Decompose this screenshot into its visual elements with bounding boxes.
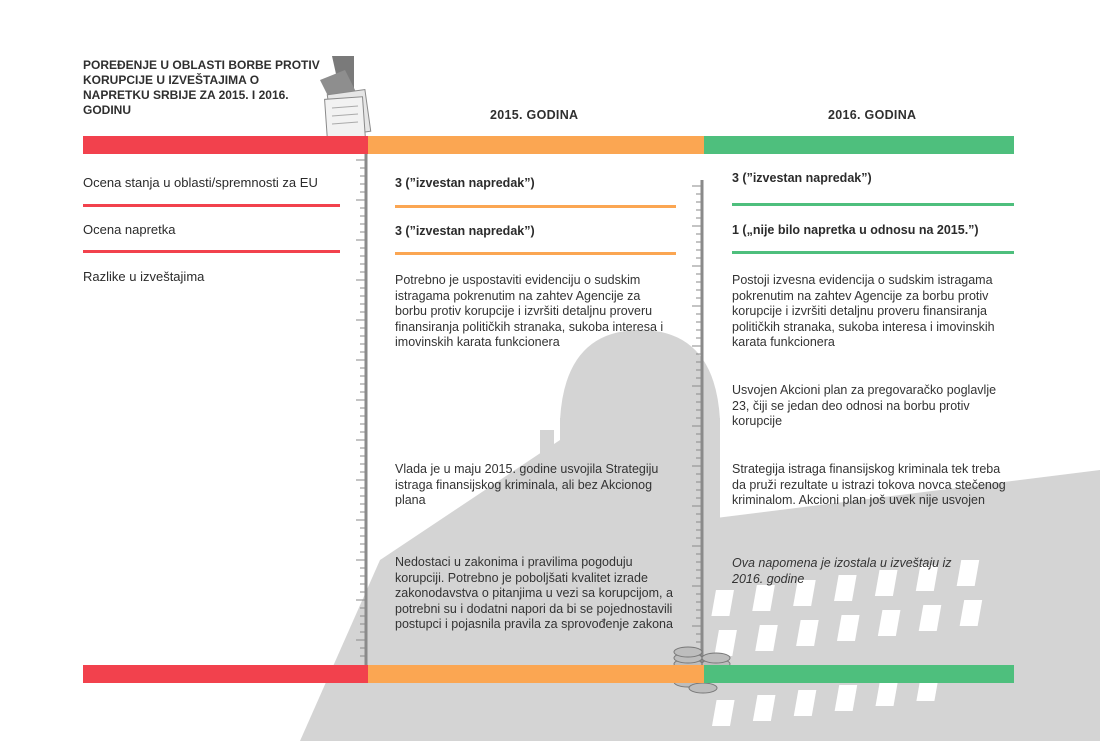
text-2016-difference-1: Postoji izvesna evidencija o sudskim istragama pokrenutim na zahtev Agencije za borbu protiv korupcije i izvršiti detaljnu proveru finansiranja političkih stranaka, sukoba interesa i imovinskih karata funkcionera: [732, 273, 995, 349]
ruler-left-ticks: [356, 160, 365, 656]
bottom-bar-red: [83, 665, 368, 683]
hand-documents-icon: [320, 56, 371, 141]
infographic-title: POREĐENJE U OBLASTI BORBE PROTIV KORUPCIJE U IZVEŠTAJIMA O NAPRETKU SRBIJE ZA 2015. I 2016. GODINU: [83, 58, 320, 117]
top-bar-red: [83, 136, 368, 154]
bottom-bar-green: [704, 665, 1014, 683]
text-2016-difference-3: Ova napomena je izostala u izveštaju iz 2016. godine: [732, 556, 952, 586]
row-separator-orange: [395, 205, 676, 208]
row-label-state: Ocena stanja u oblasti/spremnosti za EU: [83, 175, 318, 190]
top-bar-green: [704, 136, 1014, 154]
text-2015-difference-3: Nedostaci u zakonima i pravilima pogoduju korupciji. Potrebno je poboljšati kvalitet izrade zakonodavstva o pitanjima u vezi sa korupcijom, a potrebni su i dodatni napori da bi se pojednostavili postupci i pojasnila pravila za sprovođenje zakona: [395, 555, 673, 631]
row-separator-green: [732, 251, 1014, 254]
column-header-2016: 2016. GODINA: [828, 108, 917, 122]
bottom-bar-orange: [368, 665, 704, 683]
row-separator-orange: [395, 252, 676, 255]
row-separator-green: [732, 203, 1014, 206]
text-2015-difference-1: Potrebno je uspostaviti evidenciju o sudskim istragama pokrenutim na zahtev Agencije za borbu protiv korupcije i izvršiti detaljnu proveru finansiranja političkih stranaka, sukoba interesa i imovinskih karata funkcionera: [395, 273, 664, 349]
text-2015-difference-2: Vlada je u maju 2015. godine usvojila Strategiju istraga finansijskog kriminala, ali bez Akcionog plana: [395, 462, 659, 507]
value-2016-progress: 1 („nije bilo napretka u odnosu na 2015.”): [732, 223, 979, 237]
row-separator-red: [83, 250, 340, 253]
value-2015-state: 3 (”izvestan napredak”): [395, 176, 535, 190]
value-2015-progress: 3 (”izvestan napredak”): [395, 224, 535, 238]
value-2016-state: 3 (”izvestan napredak”): [732, 171, 872, 185]
text-2016-difference-2: Strategija istraga finansijskog kriminala tek treba da pruži rezultate u istrazi tokova novca stečenog kriminalom. Akcioni plan još uvek nije usvojen: [732, 462, 1006, 507]
row-label-differences: Razlike u izveštajima: [83, 269, 205, 284]
row-label-progress: Ocena napretka: [83, 222, 176, 237]
text-2016-difference-1b: Usvojen Akcioni plan za pregovaračko poglavlje 23, čiji se jedan deo odnosi na borbu protiv korupcije: [732, 383, 997, 428]
column-header-2015: 2015. GODINA: [490, 108, 579, 122]
row-separator-red: [83, 204, 340, 207]
top-bar-orange: [368, 136, 704, 154]
